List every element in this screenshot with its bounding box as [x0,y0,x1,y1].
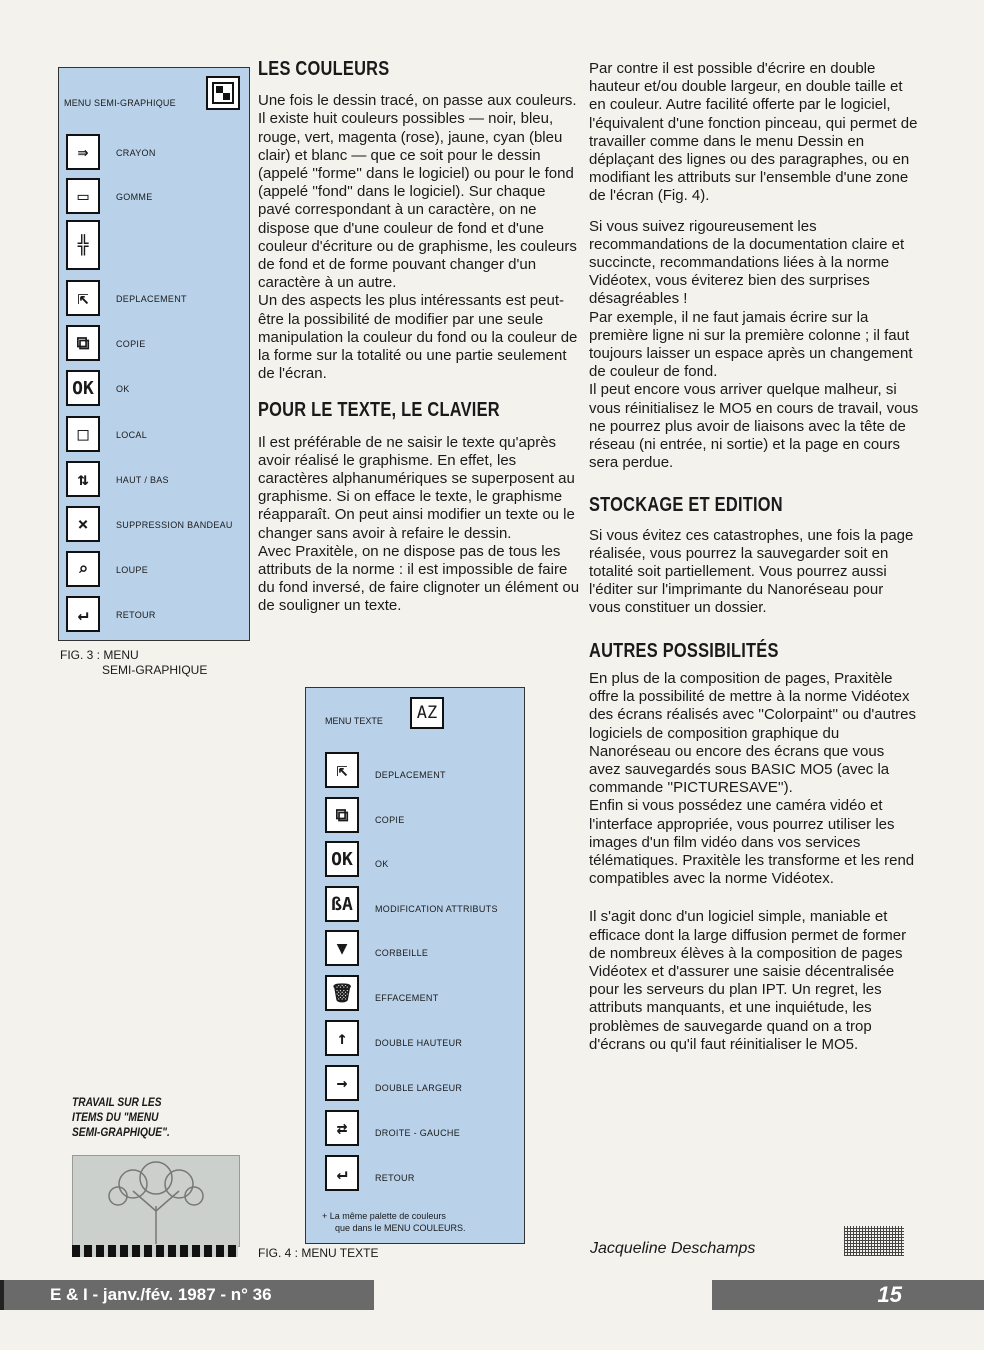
heading-les-couleurs: LES COULEURS [258,58,390,80]
paragraph: Il s'agit donc d'un logiciel simple, maniable et efficace dont la large diffusion permet de former de nombreux élèves à la composition de pages Vidéotex et d'assurer une saisie décentralisée pour les serveurs du plan IPT. Un regret, les attributs manquants, et une inquiétude, les problèmes de sauvegarde quand on a trop d'écrans ou qu'il faut réinitialiser le MO5. [589,908,907,1053]
menu-item-label: CORBEILLE [375,948,429,958]
author-signature: Jacqueline Deschamps [590,1240,756,1257]
right-left-icon: ⇄ [325,1110,359,1146]
magnifier-icon: ⌕ [66,551,100,587]
grid-icon: ╬ [66,220,100,270]
menu-item-label: COPIE [375,815,405,825]
menu-item-double-largeur [325,1065,515,1101]
basket-icon: ▼ [325,930,359,966]
photo-caption [72,1095,170,1140]
move-icon: ⇱ [66,280,100,316]
figure-4-title: MENU TEXTE [325,716,383,726]
menu-item-copie [325,797,515,833]
copy-icon: ⧉ [66,325,100,361]
az-logo-icon: AZ [410,697,444,729]
pencil-icon: ⇛ [66,134,100,170]
menu-item-haut-bas [66,461,246,497]
article-column-middle [258,60,580,616]
menu-item-label: LOUPE [116,565,149,575]
double-height-icon: ↑ [325,1020,359,1056]
menu-item-label: HAUT / BAS [116,475,169,485]
menu-item-grid [66,220,246,270]
menu-item-suppression-bandeau [66,506,246,542]
menu-item-retour [66,596,246,632]
menu-item-deplacement [325,752,515,788]
figure-3-title: MENU SEMI-GRAPHIQUE [64,98,176,108]
trash-icon: 🗑 [325,975,359,1011]
heading-autres-possibilites: AUTRES POSSIBILITÉS [589,639,779,662]
menu-item-label: RETOUR [375,1173,415,1183]
heading-stockage: STOCKAGE ET EDITION [589,494,783,517]
caption-line: SEMI-GRAPHIQUE [102,663,208,677]
photo-strip [72,1245,238,1257]
caption-line: ITEMS DU "MENU [72,1110,159,1124]
move-icon: ⇱ [325,752,359,788]
copy-icon: ⧉ [325,797,359,833]
menu-item-label: SUPPRESSION BANDEAU [116,520,233,530]
article-column-right [589,60,919,1054]
figure-4-note [322,1210,466,1234]
menu-item-label: DEPLACEMENT [116,294,187,304]
menu-item-crayon [66,134,246,170]
menu-item-copie [66,325,246,361]
page-number: 15 [712,1280,984,1310]
menu-item-ok [66,370,246,406]
menu-item-loupe [66,551,246,587]
semi-graphic-logo-icon [206,76,240,110]
footer-issue: E & I - janv./fév. 1987 - n° 36 [0,1280,374,1310]
menu-item-droite-gauche [325,1110,515,1146]
figure-3-caption [60,648,207,678]
menu-item-deplacement [66,280,246,316]
figure-4-items [305,746,523,1196]
menu-item-corbeille [325,930,515,966]
ok-icon: OK [66,370,100,406]
menu-item-label: LOCAL [116,430,148,440]
note-line: que dans le MENU COULEURS. [335,1223,466,1233]
menu-item-double-hauteur [325,1020,515,1056]
menu-item-label: DOUBLE HAUTEUR [375,1038,463,1048]
attributes-icon: ßA [325,886,359,922]
paragraph: Par contre il est possible d'écrire en double hauteur et/ou double largeur, en double taille et en couleur. Autre facilité offerte par le logiciel, l'équivalent d'une fonction pinceau, qui permet de travailler comme dans le menu Dessin en déplaçant des lignes ou des paragraphes, ou en modifiant les attributs sur l'ensemble d'une zone de l'écran (Fig. 4). [589,60,918,205]
delete-banner-icon: ⨯ [66,506,100,542]
caption-line: FIG. 3 : MENU [60,648,139,662]
paragraph: Avec Praxitèle, on ne dispose pas de tous les attributs de la norme : il est impossible de faire du fond inversé, de faire clignoter un élément ou de souligner un texte. [258,542,580,615]
local-icon: □ [66,416,100,452]
end-mark-pattern [844,1226,904,1256]
menu-item-modification-attributs [325,886,515,922]
menu-item-ok [325,841,515,877]
return-icon: ↵ [66,596,100,632]
note-line: + La même palette de couleurs [322,1211,446,1221]
menu-item-retour [325,1155,515,1191]
paragraph: Il peut encore vous arriver quelque malheur, si vous réinitialisez le MO5 en cours de travail, vous ne pourrez plus avoir de liaisons avec la tête de réseau (ni entrée, ni sortie) et la page en cours sera perdue. [589,381,919,472]
double-width-icon: → [325,1065,359,1101]
return-icon: ↵ [325,1155,359,1191]
menu-item-label: OK [116,384,130,394]
menu-item-gomme [66,178,246,214]
paragraph: Par exemple, il ne faut jamais écrire sur la première ligne ni sur la première colonne ; il faut toujours laisser un espace après un changement de couleur de fond. [589,308,913,381]
menu-item-label: DROITE - GAUCHE [375,1128,461,1138]
menu-item-label: OK [375,859,389,869]
paragraph: Une fois le dessin tracé, on passe aux couleurs. Il existe huit couleurs possibles — noir, bleu, rouge, vert, magenta (rose), jaune, cyan (bleu clair) et blanc — que ce soit pour le dessin (appelé ''forme'' dans le logiciel) ou pour le fond (appelé ''fond'' dans le logiciel). Sur chaque pavé correspondant à un caractère, on ne dispose que d'une couleur de fond et d'une couleur d'écriture ou de graphisme, les couleurs de fond et de forme pouvant changer d'un caractère à un autre. [258,92,577,292]
paragraph: En plus de la composition de pages, Praxitèle offre la possibilité de mettre à la norme Vidéotex des écrans réalisés avec ''Colorpaint'' ou d'autres logiciels de composition graphique du Nanoréseau ou encore des écrans que vous avez sauvegardés sous BASIC MO5 (avec la commande ''PICTURESAVE''). [589,669,916,797]
screen-photo [72,1155,240,1247]
menu-item-effacement [325,975,515,1011]
menu-item-label: DEPLACEMENT [375,770,446,780]
figure-3-items [58,128,248,638]
eraser-icon: ▭ [66,178,100,214]
figure-4-caption: FIG. 4 : MENU TEXTE [258,1246,379,1260]
paragraph: Un des aspects les plus intéressants est peut-être la possibilité de modifier par une seule manipulation la couleur du fond ou la couleur de la forme sur la totalité ou une partie seulement de l'écran. [258,292,578,383]
menu-item-label: RETOUR [116,610,156,620]
menu-item-label: GOMME [116,192,153,202]
menu-item-local [66,416,246,452]
paragraph: Si vous évitez ces catastrophes, une fois la page réalisée, vous pourrez la sauvegarder soit en totalité soit partiellement. Vous pourrez aussi l'éditer sur l'imprimante du Nanoréseau pour vous constituer un dossier. [589,526,914,617]
paragraph: Si vous suivez rigoureusement les recommandations de la documentation claire et succincte, recommandations liées à la norme Vidéotex, vous éviterez bien des surprises désagréables ! [589,217,905,308]
menu-item-label: CRAYON [116,148,156,158]
menu-item-label: COPIE [116,339,146,349]
caption-line: TRAVAIL SUR LES [72,1095,162,1109]
paragraph: Enfin si vous possédez une caméra vidéo et l'interface appropriée, vous pourrez utiliser les images d'un film vidéo dans vos services télématiques. Praxitèle les transforme et les rend compatibles avec la norme Vidéotex. [589,797,915,888]
paragraph: Il est préférable de ne saisir le texte qu'après avoir réalisé le graphisme. En effet, les caractères alphanumériques se superposent au graphisme. Si on efface le texte, le graphisme réapparaît. On peut ainsi modifier un texte ou le changer sans avoir à refaire le dessin. [258,433,575,542]
ok-icon: OK [325,841,359,877]
menu-item-label: MODIFICATION ATTRIBUTS [375,904,498,914]
caption-line: SEMI-GRAPHIQUE". [72,1125,170,1139]
up-down-icon: ⇅ [66,461,100,497]
heading-pour-le-texte: POUR LE TEXTE, LE CLAVIER [258,399,500,422]
menu-item-label: EFFACEMENT [375,993,439,1003]
menu-item-label: DOUBLE LARGEUR [375,1083,463,1093]
footer-edge [0,1280,4,1310]
